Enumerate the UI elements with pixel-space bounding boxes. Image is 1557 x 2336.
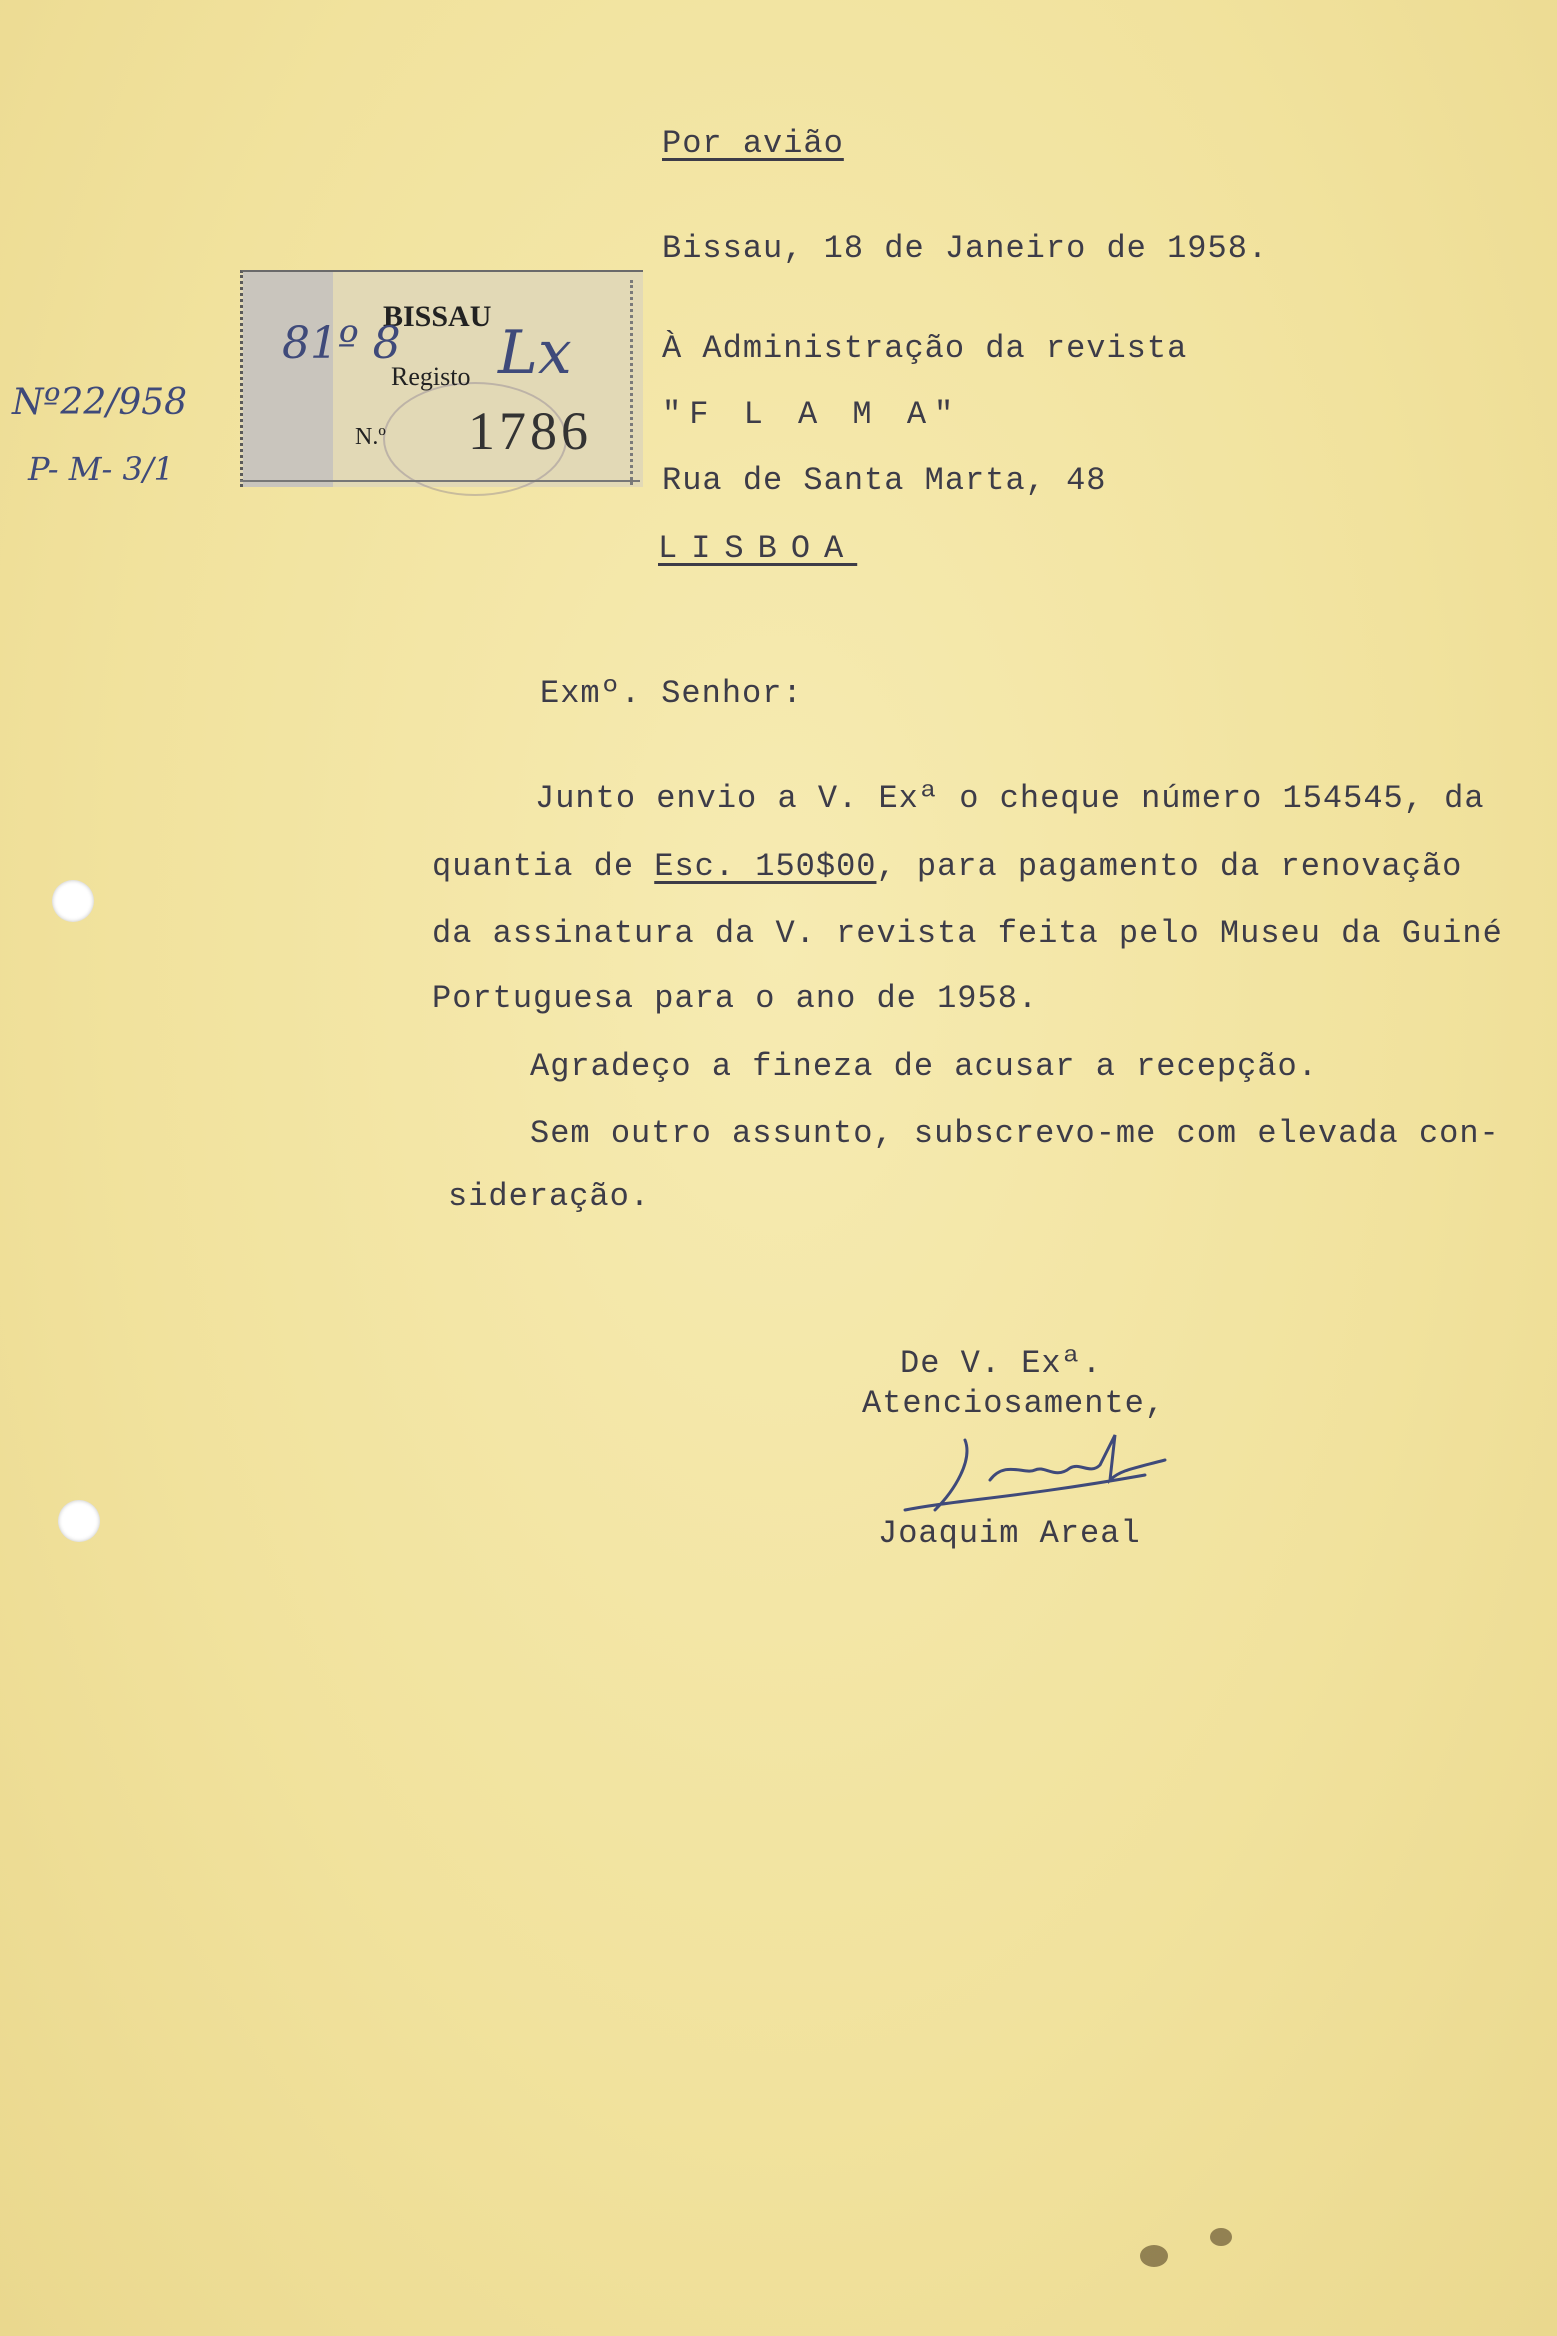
stamp-office: BISSAU — [383, 300, 492, 333]
body-line-2-suffix: , para pagamento da renovação — [876, 848, 1463, 885]
stamp-number: 1786 — [468, 401, 592, 461]
body-line-4: Portuguesa para o ano de 1958. — [432, 980, 1039, 1017]
stamp-number-prefix: N.º — [355, 424, 386, 450]
recipient-line-1: À Administração da revista — [662, 330, 1188, 367]
stamp-dotted-edge — [630, 280, 633, 485]
stamp-tab — [243, 272, 333, 487]
body-line-2-prefix: quantia de — [432, 848, 655, 885]
payment-amount: Esc. 150$00 — [654, 848, 877, 885]
recipient-city: LISBOA — [658, 530, 858, 567]
stamp-handwritten-note: 81º 8 — [282, 318, 401, 369]
recipient-line-2: "F L A M A" — [662, 396, 962, 433]
closing-line-2: Atenciosamente, — [862, 1385, 1166, 1422]
body-line-2 — [432, 848, 1462, 885]
paper-stain — [1140, 2245, 1168, 2267]
stamp-label: Registo — [391, 362, 471, 391]
file-reference-2: P- M- 3/1 — [28, 450, 175, 488]
place-and-date: Bissau, 18 de Janeiro de 1958. — [662, 230, 1269, 267]
registration-stamp — [240, 270, 643, 487]
closing-line-1: De V. Exª. — [900, 1345, 1103, 1382]
recipient-line-3: Rua de Santa Marta, 48 — [662, 462, 1107, 499]
stamp-baseline — [240, 480, 640, 482]
punch-hole-top — [52, 880, 94, 922]
body-line-7: sideração. — [448, 1178, 651, 1215]
signer-name: Joaquim Areal — [878, 1515, 1141, 1552]
punch-hole-bottom — [58, 1500, 100, 1542]
body-line-1: Junto envio a V. Exª o cheque número 154545, da — [535, 780, 1485, 817]
stamp-handwritten-note-2: Lx — [498, 318, 572, 388]
file-reference: Nº22/958 — [12, 382, 188, 423]
salutation: Exmº. Senhor: — [540, 675, 803, 712]
body-line-5: Agradeço a fineza de acusar a recepção. — [530, 1048, 1318, 1085]
body-line-6: Sem outro assunto, subscrevo-me com elevada con- — [530, 1115, 1500, 1152]
body-line-3: da assinatura da V. revista feita pelo Museu da Guiné — [432, 915, 1503, 952]
via-air-mail: Por avião — [662, 125, 844, 162]
paper-stain-2 — [1210, 2228, 1232, 2246]
